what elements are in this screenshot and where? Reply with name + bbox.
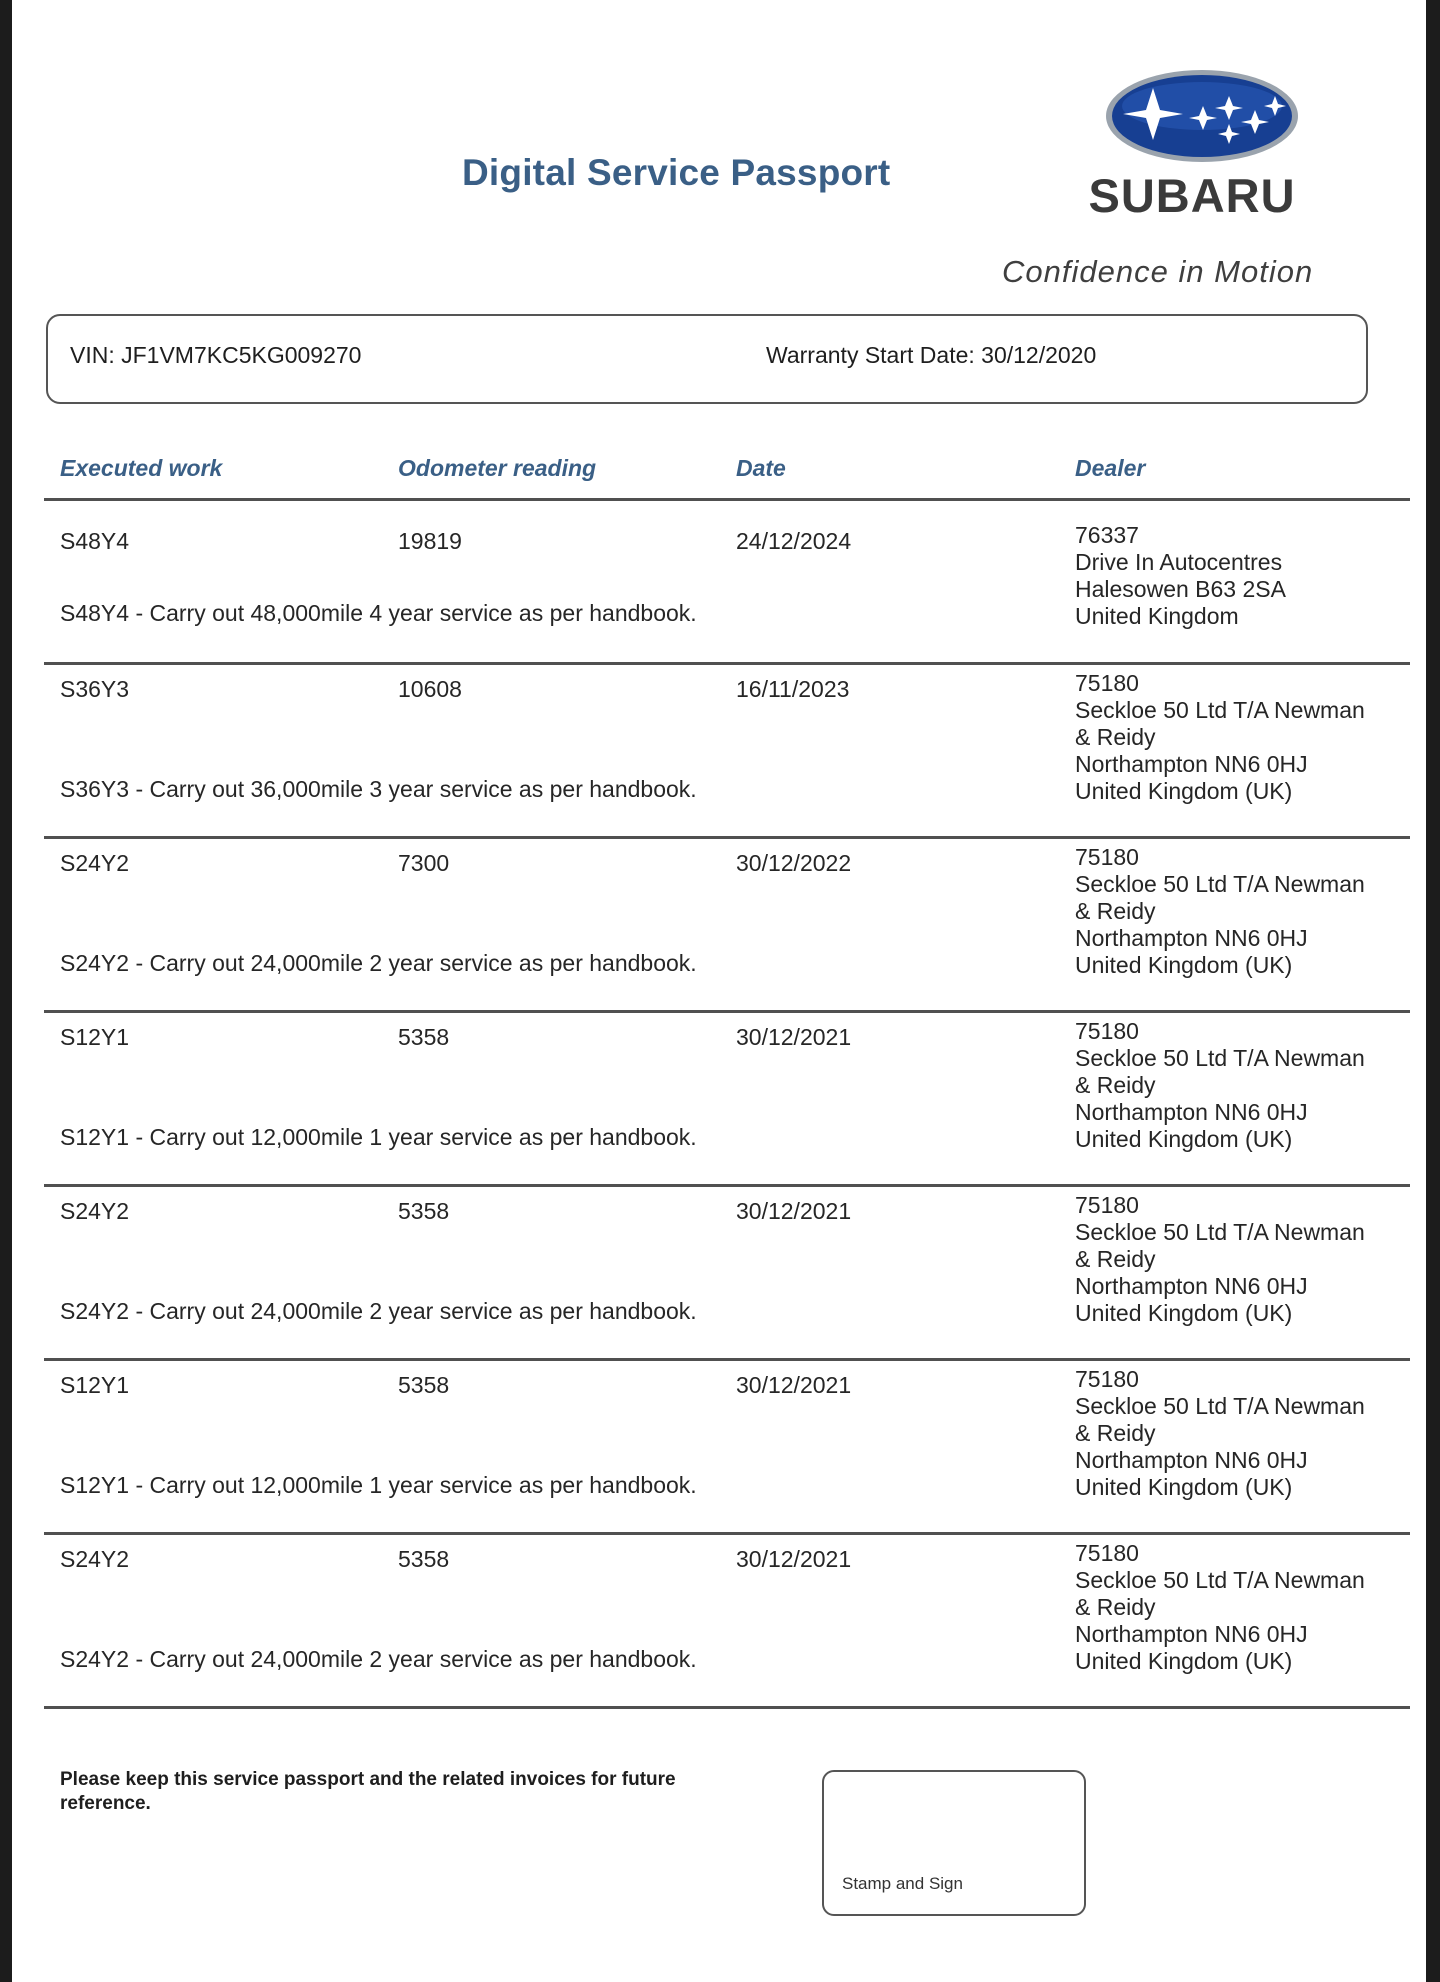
dealer-cell (1075, 522, 1405, 630)
table-row (44, 1186, 1410, 1360)
work-description: S24Y2 - Carry out 24,000mile 2 year service as per handbook. (60, 1298, 697, 1324)
dealer-line: & Reidy (1075, 1246, 1156, 1272)
dealer-line: Seckloe 50 Ltd T/A Newman (1075, 1567, 1365, 1593)
odometer-cell: 7300 (398, 850, 450, 876)
dealer-line: 76337 (1075, 522, 1139, 548)
brand-tagline: Confidence in Motion (1002, 254, 1314, 289)
dealer-line: Drive In Autocentres (1075, 549, 1283, 575)
executed-work-cell: S24Y2 (60, 850, 130, 876)
odometer-cell: 5358 (398, 1198, 450, 1224)
odometer-cell: 19819 (398, 528, 462, 554)
work-description: S24Y2 - Carry out 24,000mile 2 year service as per handbook. (60, 950, 697, 976)
dealer-line: Seckloe 50 Ltd T/A Newman (1075, 871, 1365, 897)
work-description: S24Y2 - Carry out 24,000mile 2 year service as per handbook. (60, 1646, 697, 1672)
work-description: S36Y3 - Carry out 36,000mile 3 year service as per handbook. (60, 776, 697, 802)
dealer-line: 75180 (1075, 1366, 1139, 1392)
header-executed-work: Executed work (60, 455, 223, 481)
brand-wordmark: SUBARU (1088, 169, 1296, 222)
dealer-line: United Kingdom (UK) (1075, 952, 1293, 978)
vin-text: VIN: JF1VM7KC5KG009270 (70, 342, 362, 368)
service-passport-page (12, 0, 1426, 1982)
row-separator (44, 1706, 1410, 1709)
dealer-line: Seckloe 50 Ltd T/A Newman (1075, 1045, 1365, 1071)
table-row (44, 1012, 1410, 1186)
date-cell: 30/12/2021 (736, 1024, 852, 1050)
date-cell: 16/11/2023 (736, 676, 850, 702)
dealer-line: & Reidy (1075, 1072, 1156, 1098)
dealer-line: Seckloe 50 Ltd T/A Newman (1075, 697, 1365, 723)
header-rule (44, 498, 1410, 501)
dealer-line: United Kingdom (UK) (1075, 1474, 1293, 1500)
odometer-cell: 10608 (398, 676, 462, 702)
dealer-line: Seckloe 50 Ltd T/A Newman (1075, 1219, 1365, 1245)
executed-work-cell: S24Y2 (60, 1198, 130, 1224)
dealer-cell (1075, 1540, 1405, 1675)
table-row (44, 1360, 1410, 1534)
table-row (44, 516, 1410, 664)
dealer-line: United Kingdom (UK) (1075, 1300, 1293, 1326)
date-cell: 30/12/2021 (736, 1546, 852, 1572)
executed-work-cell: S12Y1 (60, 1024, 130, 1050)
dealer-line: United Kingdom (UK) (1075, 1126, 1293, 1152)
dealer-line: Northampton NN6 0HJ (1075, 1621, 1308, 1647)
odometer-cell: 5358 (398, 1024, 450, 1050)
dealer-line: United Kingdom (UK) (1075, 1648, 1293, 1674)
dealer-cell (1075, 844, 1405, 979)
dealer-line: Northampton NN6 0HJ (1075, 1099, 1308, 1125)
executed-work-cell: S48Y4 (60, 528, 130, 554)
header-date: Date (736, 455, 786, 481)
dealer-line: 75180 (1075, 1540, 1139, 1566)
executed-work-cell: S36Y3 (60, 676, 130, 702)
dealer-line: Northampton NN6 0HJ (1075, 925, 1308, 951)
dealer-line: & Reidy (1075, 898, 1156, 924)
date-cell: 30/12/2021 (736, 1198, 852, 1224)
work-description: S48Y4 - Carry out 48,000mile 4 year service as per handbook. (60, 600, 697, 626)
date-cell: 30/12/2022 (736, 850, 852, 876)
dealer-line: & Reidy (1075, 724, 1156, 750)
dealer-line: Halesowen B63 2SA (1075, 576, 1286, 602)
dealer-line: United Kingdom (UK) (1075, 778, 1293, 804)
dealer-line: Northampton NN6 0HJ (1075, 1447, 1308, 1473)
odometer-cell: 5358 (398, 1372, 450, 1398)
table-row (44, 664, 1410, 838)
executed-work-cell: S12Y1 (60, 1372, 130, 1398)
header-dealer: Dealer (1075, 455, 1146, 481)
dealer-line: Seckloe 50 Ltd T/A Newman (1075, 1393, 1365, 1419)
page-title: Digital Service Passport (462, 152, 891, 193)
dealer-cell (1075, 670, 1405, 805)
warranty-start-text: Warranty Start Date: 30/12/2020 (766, 342, 1097, 368)
date-cell: 30/12/2021 (736, 1372, 852, 1398)
executed-work-cell: S24Y2 (60, 1546, 130, 1572)
dealer-cell (1075, 1192, 1405, 1327)
date-cell: 24/12/2024 (736, 528, 852, 554)
dealer-line: & Reidy (1075, 1420, 1156, 1446)
vehicle-info-box (46, 314, 1368, 404)
stamp-label: Stamp and Sign (842, 1874, 963, 1893)
odometer-cell: 5358 (398, 1546, 450, 1572)
dealer-line: United Kingdom (1075, 603, 1239, 629)
dealer-line: Northampton NN6 0HJ (1075, 751, 1308, 777)
footer-note: Please keep this service passport and the related invoices for future reference. (60, 1769, 676, 1814)
work-description: S12Y1 - Carry out 12,000mile 1 year service as per handbook. (60, 1124, 697, 1150)
table-row (44, 1534, 1410, 1708)
dealer-cell (1075, 1366, 1405, 1501)
work-description: S12Y1 - Carry out 12,000mile 1 year service as per handbook. (60, 1472, 697, 1498)
dealer-line: & Reidy (1075, 1594, 1156, 1620)
dealer-line: 75180 (1075, 1192, 1139, 1218)
table-row (44, 838, 1410, 1012)
dealer-line: 75180 (1075, 670, 1139, 696)
stamp-box (822, 1770, 1086, 1916)
dealer-line: Northampton NN6 0HJ (1075, 1273, 1308, 1299)
header-odometer-reading: Odometer reading (398, 455, 597, 481)
dealer-line: 75180 (1075, 844, 1139, 870)
dealer-cell (1075, 1018, 1405, 1153)
dealer-line: 75180 (1075, 1018, 1139, 1044)
